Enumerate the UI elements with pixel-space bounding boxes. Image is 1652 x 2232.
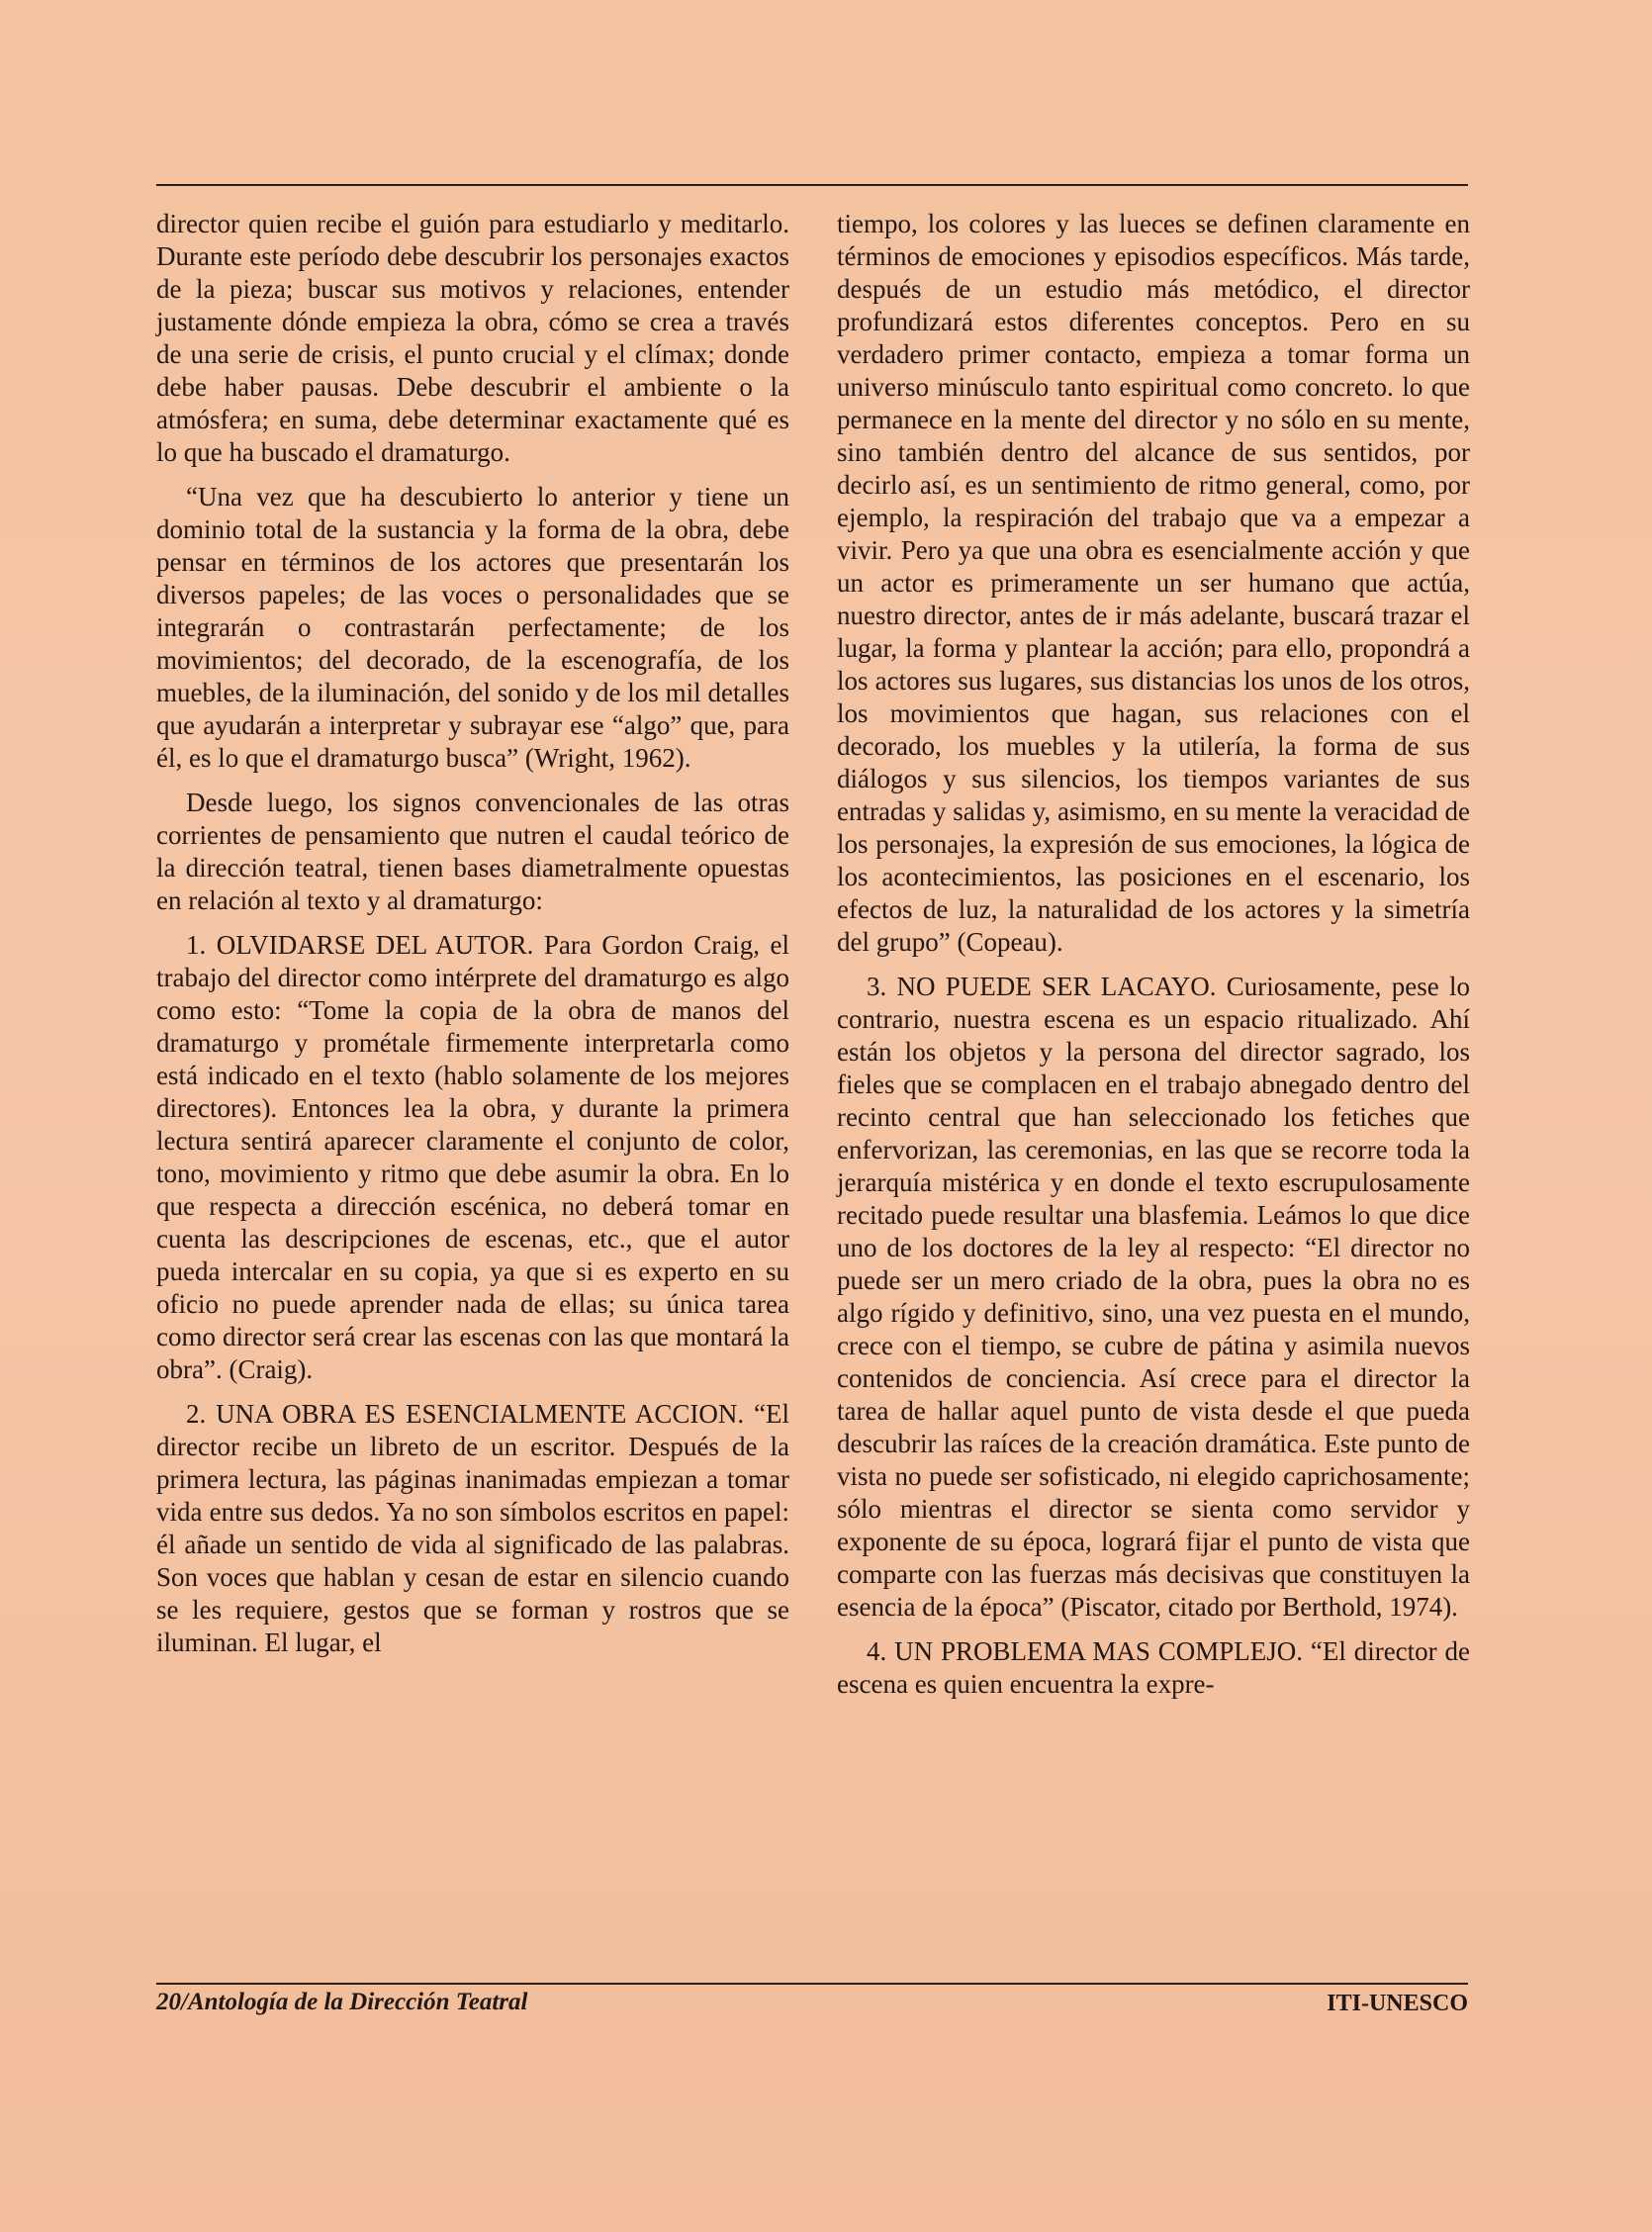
paragraph-left-4: 1. OLVIDARSE DEL AUTOR. Para Gordon Craig, el trabajo del director como intérprete del dramaturgo es algo como esto: “Tome la copia de la obra de manos del dramaturgo y prométale firmemente interpretarla como está indicado en el texto (hablo solamente de los mejores directores). Entonces lea la obra, y durante la primera lectura sentirá aparecer claramente el conjunto de color, tono, movimiento y ritmo que debe asumir la obra. En lo que respecta a dirección escénica, no deberá tomar en cuenta las descripciones de escenas, etc., que el autor pueda intercalar en su copia, ya que si es experto en su oficio no puede aprender nada de ellas; su única tarea como director será crear las escenas con las que montará la obra”. (Craig). (156, 930, 789, 1384)
paragraph-left-5: 2. UNA OBRA ES ESENCIALMENTE ACCION. “El director recibe un libreto de un escritor. Después de la primera lectura, las páginas inanimadas empiezan a tomar vida entre sus dedos. Ya no son símbolos escritos en papel: él añade un sentido de vida al significado de las palabras. Son voces que hablan y cesan de estar en silencio cuando se les requiere, gestos que se forman y rostros que se iluminan. El lugar, el (156, 1399, 789, 1657)
paragraph-left-1: director quien recibe el guión para estudiarlo y meditarlo. Durante este período debe descubrir los personajes exactos de la pieza; buscar sus motivos y relaciones, entender justamente dónde empieza la obra, cómo se crea a través de una serie de crisis, el punto crucial y el clímax; donde debe haber pausas. Debe descubrir el ambiente o la atmósfera; en suma, debe determinar exactamente qué es lo que ha buscado el dramaturgo. (156, 209, 789, 467)
paragraph-right-2: 3. NO PUEDE SER LACAYO. Curiosamente, pese lo contrario, nuestra escena es un espacio ritualizado. Ahí están los objetos y la persona del director sagrado, los fieles que se complacen en el trabajo abnegado dentro del recinto central que han seleccionado los fetiches que enfervorizan, las ceremonias, en las que se recorre toda la jerarquía mistérica y en donde el texto escrupulosamente recitado puede resultar una blasfemia. Leámos lo que dice uno de los doctores de la ley al respecto: “El director no puede ser un mero criado de la obra, pues la obra no es algo rígido y definitivo, sino, una vez puesta en el mundo, crece con el tiempo, se cubre de pátina y asimila nuevos contenidos de conciencia. Así crece para el director la tarea de hallar aquel punto de vista desde el que pueda descubrir las raíces de la creación dramática. Este punto de vista no puede ser sofisticado, ni elegido caprichosamente; sólo mientras el director se sienta como servidor y exponente de su época, logrará fijar el punto de vista que comparte con las fuerzas más decisivas que constituyen la esencia de la época” (Piscator, citado por Berthold, 1974). (837, 972, 1470, 1622)
footer-rule (156, 1983, 1468, 1985)
footer-page-title: 20/Antología de la Dirección Teatral (156, 1989, 528, 2015)
header-rule (156, 184, 1468, 186)
left-column (156, 208, 789, 1671)
paragraph-left-2: “Una vez que ha descubierto lo anterior y tiene un dominio total de la sustancia y la forma de la obra, debe pensar en términos de los actores que presentarán los diversos papeles; de las voces o personalidades que se integrarán o contrastarán perfectamente; de los movimientos; del decorado, de la escenografía, de los muebles, de la iluminación, del sonido y de los mil detalles que ayudarán a interpretar y subrayar ese “algo” que, para él, es lo que el dramaturgo busca” (Wright, 1962). (156, 482, 789, 773)
paragraph-right-3: 4. UN PROBLEMA MAS COMPLEJO. “El director de escena es quien encuentra la expre- (837, 1636, 1470, 1699)
footer-publisher: ITI-UNESCO (1327, 1991, 1468, 2016)
right-column (837, 208, 1470, 1713)
paragraph-left-3: Desde luego, los signos convencionales de las otras corrientes de pensamiento que nutren el caudal teórico de la dirección teatral, tienen bases diametralmente opuestas en relación al texto y al dramaturgo: (156, 788, 789, 915)
paragraph-right-1: tiempo, los colores y las lueces se definen claramente en términos de emociones y episodios específicos. Más tarde, después de un estudio más metódico, el director profundizará estos diferentes conceptos. Pero en su verdadero primer contacto, empieza a tomar forma un universo minúsculo tanto espiritual como concreto. lo que permanece en la mente del director y no sólo en su mente, sino también dentro del alcance de sus sentidos, por decirlo así, es un sentimiento de ritmo general, como, por ejemplo, la respiración del trabajo que va a empezar a vivir. Pero ya que una obra es esencialmente acción y que un actor es primeramente un ser humano que actúa, nuestro director, antes de ir más adelante, buscará trazar el lugar, la forma y plantear la acción; para ello, propondrá a los actores sus lugares, sus distancias los unos de los otros, los movimientos que hagan, sus relaciones con el decorado, los muebles y la utilería, la forma de sus diálogos y sus silencios, los tiempos variantes de sus entradas y salidas y, asimismo, en su mente la veracidad de los personajes, la expresión de sus emociones, la lógica de los acontecimientos, las posiciones en el escenario, los efectos de luz, la naturalidad de los actores y la simetría del grupo” (Copeau). (837, 209, 1470, 957)
